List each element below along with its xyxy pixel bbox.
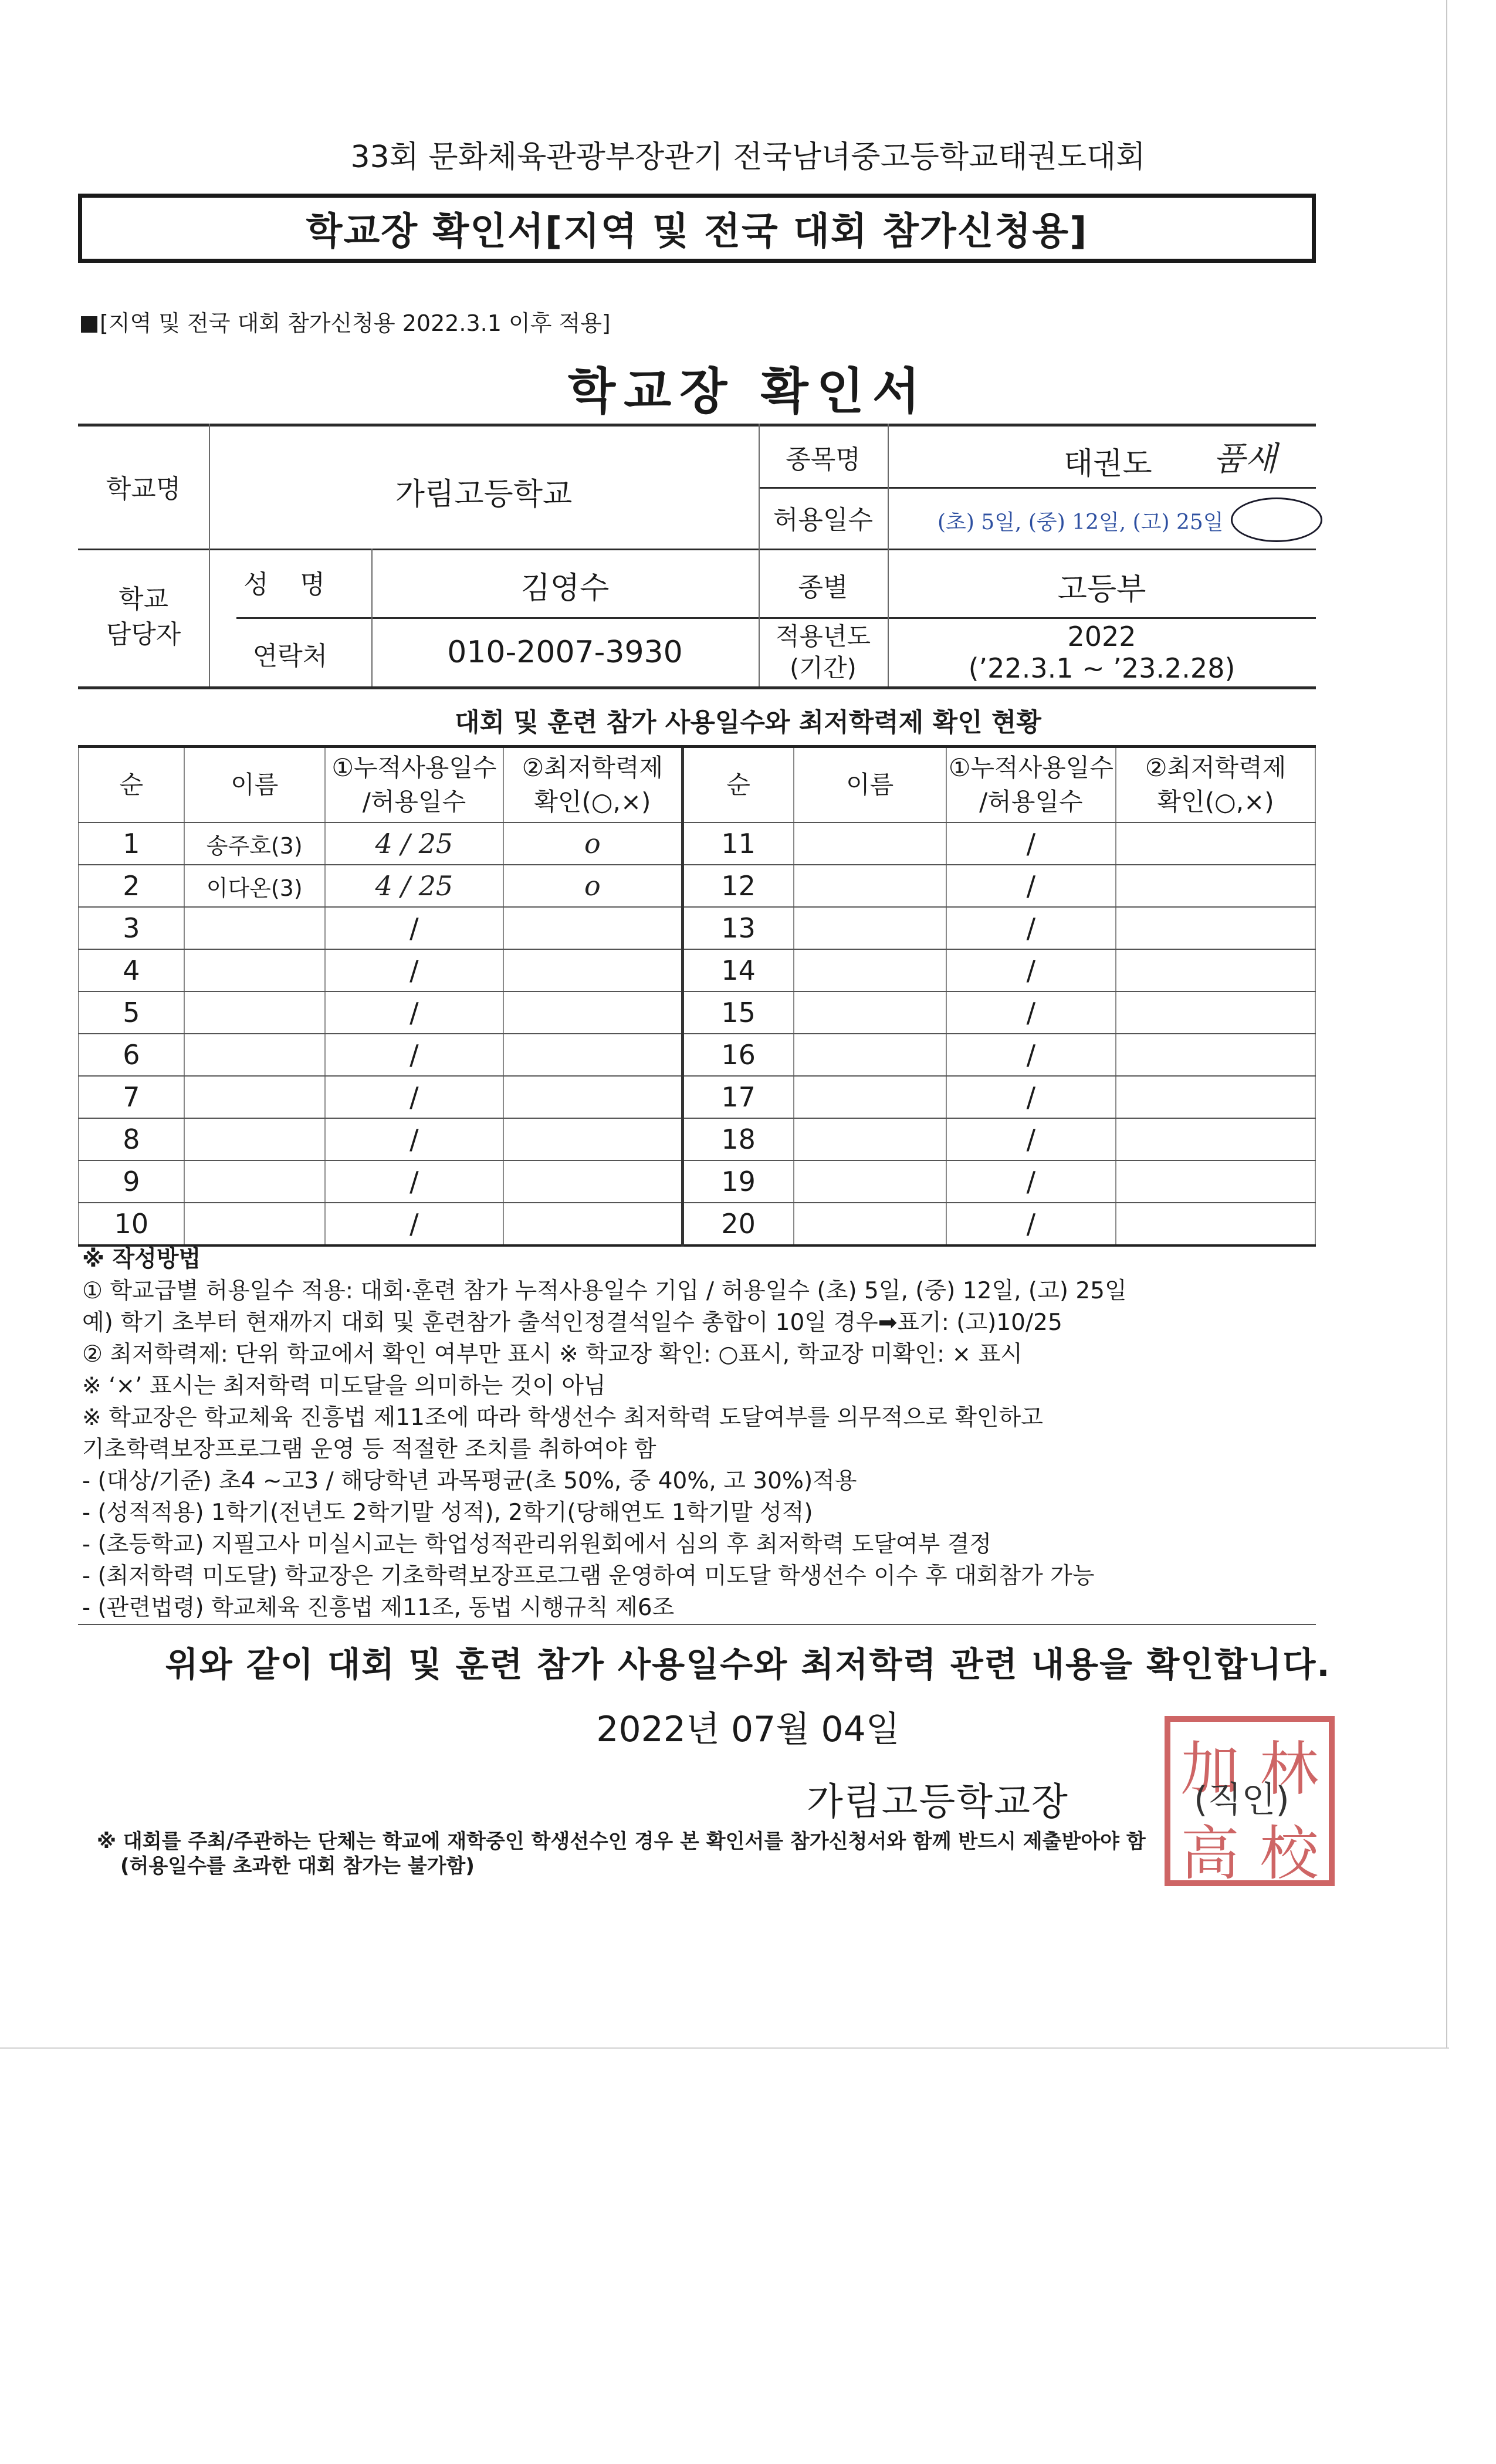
square-bullet-icon	[81, 316, 97, 333]
row-usage-right: /	[946, 1076, 1116, 1118]
row-check	[503, 1118, 682, 1160]
instruction-line: ① 학교급별 허용일수 적용: 대회·훈련 참가 누적사용일수 기입 / 허용일수 (초) 5일, (중) 12일, (고) 25일	[82, 1278, 1127, 1304]
row-check-right	[1116, 1034, 1315, 1076]
header-min-line1: ②최저학력제	[522, 753, 664, 782]
row-check	[503, 949, 682, 991]
instructions	[82, 1244, 1314, 1624]
row-name-right	[794, 991, 946, 1034]
year-label-line2: (기간)	[790, 654, 857, 682]
footer-note-line1: ※ 대회를 주최/주관하는 단체는 학교에 재학중인 학생선수인 경우 본 확인서를 참가신청서와 함께 반드시 제출받아야 함	[97, 1830, 1146, 1853]
row-no: 10	[79, 1203, 184, 1245]
row-usage-right: /	[946, 991, 1116, 1034]
row-name-right	[794, 1034, 946, 1076]
instruction-line: - (성적적용) 1학기(전년도 2학기말 성적), 2학기(당해연도 1학기말 성적)	[82, 1500, 813, 1526]
row-name-right	[794, 865, 946, 907]
row-no-right: 19	[682, 1160, 794, 1203]
row-name-right	[794, 1118, 946, 1160]
table-row	[79, 1076, 1315, 1118]
scan-edge-line	[1446, 0, 1447, 2047]
header-min-academic-right	[1116, 747, 1315, 823]
instruction-line: - (관련법령) 학교체육 진흥법 제11조, 동법 시행규칙 제6조	[82, 1595, 675, 1621]
row-usage: /	[325, 1160, 504, 1203]
row-no: 5	[79, 991, 184, 1034]
row-check-right	[1116, 1118, 1315, 1160]
row-usage-right: /	[946, 1203, 1116, 1245]
document-title: 학교장 확인서	[567, 363, 929, 420]
row-usage-right: /	[946, 823, 1116, 865]
header-usage-right-line2: /허용일수	[979, 787, 1083, 816]
footer-note-line2: (허용일수를 초과한 대회 참가는 불가함)	[120, 1854, 475, 1878]
header-min-line2: 확인(○,×)	[534, 787, 651, 816]
table-row	[79, 1118, 1315, 1160]
row-usage: 4 / 25	[325, 823, 504, 865]
row-check-right	[1116, 991, 1315, 1034]
instructions-divider	[78, 1624, 1316, 1625]
row-usage: /	[325, 991, 504, 1034]
seal-char: 林	[1260, 1735, 1319, 1803]
row-no-right: 14	[682, 949, 794, 991]
banner-title-text: 학교장 확인서[지역 및 전국 대회 참가신청용]	[306, 210, 1088, 253]
row-check-right	[1116, 1203, 1315, 1245]
contact-person-label-line1: 학교	[118, 584, 168, 614]
row-usage: /	[325, 1203, 504, 1245]
row-usage-right: /	[946, 1034, 1116, 1076]
usage-table-header-row	[79, 747, 1315, 823]
header-usage	[325, 747, 504, 823]
year-label	[759, 621, 888, 684]
instructions-heading: ※ 작성방법	[82, 1246, 201, 1272]
header-usage-line1: ①누적사용일수	[331, 753, 497, 782]
year-label-line1: 적용년도	[775, 622, 871, 651]
table-row	[79, 949, 1315, 991]
footer-note	[97, 1829, 1329, 1879]
row-no-right: 13	[682, 907, 794, 949]
row-name: 송주호(3)	[184, 823, 325, 865]
seal-char: 校	[1260, 1819, 1319, 1888]
grid-divider-contact	[236, 617, 1316, 619]
school-info-grid	[78, 424, 1316, 688]
instruction-line: ※ ‘×’ 표시는 최저학력 미도달을 의미하는 것이 아님	[82, 1373, 606, 1399]
row-no-right: 17	[682, 1076, 794, 1118]
school-label: 학교명	[106, 474, 181, 504]
row-name: 이다온(3)	[184, 865, 325, 907]
row-name-right	[794, 1203, 946, 1245]
row-usage-right: /	[946, 907, 1116, 949]
row-check	[503, 991, 682, 1034]
row-usage-right: /	[946, 1160, 1116, 1203]
contact-person-label	[78, 582, 209, 652]
header-min-right-line1: ②최저학력제	[1145, 753, 1287, 782]
row-check-right	[1116, 823, 1315, 865]
grid-bottom-border	[78, 686, 1316, 689]
principal-name: 가림고등학교장	[807, 1781, 1069, 1824]
header-usage-line2: /허용일수	[362, 787, 466, 816]
row-name-right	[794, 1160, 946, 1203]
usage-table-body	[79, 823, 1315, 1245]
year-value	[888, 621, 1316, 684]
seal-label: (직인)	[1194, 1779, 1289, 1820]
row-check-right	[1116, 1076, 1315, 1118]
contact-person-label-line2: 담당자	[106, 620, 181, 649]
instruction-line: - (대상/기준) 초4 ~고3 / 해당학년 과목평균(초 50%, 중 40%, 고 30%)적용	[82, 1468, 857, 1494]
row-no-right: 12	[682, 865, 794, 907]
year-value-line1: 2022	[1067, 621, 1136, 652]
seal-char: 加	[1180, 1735, 1240, 1803]
table-row	[79, 991, 1315, 1034]
instruction-line: ② 최저학력제: 단위 학교에서 확인 여부만 표시 ※ 학교장 확인: ○표시, 학교장 미확인: × 표시	[82, 1341, 1023, 1368]
sport-label: 종목명	[786, 445, 861, 475]
row-check-right	[1116, 949, 1315, 991]
row-name-right	[794, 823, 946, 865]
header-usage-right-line1: ①누적사용일수	[948, 753, 1113, 782]
row-name-right	[794, 949, 946, 991]
grid-divider-school	[78, 549, 1316, 550]
header-name-right: 이름	[794, 747, 946, 823]
header-no: 순	[79, 747, 184, 823]
table-row	[79, 865, 1315, 907]
row-usage: /	[325, 949, 504, 991]
row-no-right: 15	[682, 991, 794, 1034]
row-usage-right: /	[946, 865, 1116, 907]
row-no-right: 18	[682, 1118, 794, 1160]
row-usage-right: /	[946, 1118, 1116, 1160]
row-check	[503, 1076, 682, 1118]
allowed-days-label: 허용일수	[773, 505, 873, 535]
row-no: 9	[79, 1160, 184, 1203]
row-name	[184, 1034, 325, 1076]
banner-title	[78, 194, 1316, 263]
row-no: 2	[79, 865, 184, 907]
row-check: o	[503, 865, 682, 907]
row-no-right: 20	[682, 1203, 794, 1245]
row-name	[184, 1203, 325, 1245]
row-usage: /	[325, 907, 504, 949]
row-no: 6	[79, 1034, 184, 1076]
competition-title: 33회 문화체육관광부장관기 전국남녀중고등학교태권도대회	[350, 140, 1146, 175]
name-label: 성 명	[243, 570, 337, 600]
usage-table	[78, 745, 1316, 1247]
row-usage: 4 / 25	[325, 865, 504, 907]
row-name-right	[794, 1076, 946, 1118]
apply-note-text: [지역 및 전국 대회 참가신청용 2022.3.1 이후 적용]	[100, 310, 611, 336]
table-row	[79, 1160, 1315, 1203]
apply-note	[81, 305, 611, 337]
row-name	[184, 991, 325, 1034]
category-label: 종별	[798, 573, 848, 603]
allowed-days-value: (초) 5일, (중) 12일, (고) 25일	[937, 510, 1224, 534]
confirmation-statement: 위와 같이 대회 및 훈련 참가 사용일수와 최저학력 관련 내용을 확인합니다.	[165, 1644, 1331, 1684]
school-name: 가림고등학교	[395, 477, 573, 512]
instruction-line: 기초학력보장프로그램 운영 등 적절한 조치를 취하여야 함	[82, 1436, 656, 1463]
sport-handwritten: 품새	[1213, 440, 1277, 478]
row-check-right	[1116, 1160, 1315, 1203]
header-min-right-line2: 확인(○,×)	[1157, 787, 1274, 816]
row-check	[503, 1203, 682, 1245]
row-no: 3	[79, 907, 184, 949]
row-no-right: 11	[682, 823, 794, 865]
row-name	[184, 949, 325, 991]
row-name	[184, 1076, 325, 1118]
row-check	[503, 1034, 682, 1076]
category-value: 고등부	[1057, 572, 1146, 607]
instruction-line: - (초등학교) 지필고사 미실시교는 학업성적관리위원회에서 심의 후 최저학력 도달여부 결정	[82, 1531, 992, 1558]
instruction-line: - (최저학력 미도달) 학교장은 기초학력보장프로그램 운영하여 미도달 학생선수 이수 후 대회참가 가능	[82, 1563, 1095, 1589]
row-check	[503, 907, 682, 949]
row-no: 8	[79, 1118, 184, 1160]
row-usage-right: /	[946, 949, 1116, 991]
row-no: 1	[79, 823, 184, 865]
phone-label: 연락처	[252, 641, 328, 671]
row-check	[503, 1160, 682, 1203]
row-usage: /	[325, 1118, 504, 1160]
phone-value: 010-2007-3930	[447, 635, 683, 670]
row-usage: /	[325, 1076, 504, 1118]
table-row	[79, 907, 1315, 949]
row-check-right	[1116, 907, 1315, 949]
header-name: 이름	[184, 747, 325, 823]
instruction-line: 예) 학기 초부터 현재까지 대회 및 훈련참가 출석인정결석일수 총합이 10일 경우➡표기: (고)10/25	[82, 1309, 1062, 1336]
header-no-right: 순	[682, 747, 794, 823]
seal-char: 高	[1180, 1819, 1240, 1888]
header-usage-right	[946, 747, 1116, 823]
row-no: 7	[79, 1076, 184, 1118]
row-check: o	[503, 823, 682, 865]
name-value: 김영수	[520, 571, 610, 606]
row-name-right	[794, 907, 946, 949]
row-usage: /	[325, 1034, 504, 1076]
circled-high-school-mark	[1231, 497, 1322, 542]
grid-top-border	[78, 424, 1316, 427]
table-row	[79, 1203, 1315, 1245]
row-name	[184, 907, 325, 949]
scan-bottom-line	[0, 2047, 1449, 2049]
row-check-right	[1116, 865, 1315, 907]
instruction-line: ※ 학교장은 학교체육 진흥법 제11조에 따라 학생선수 최저학력 도달여부를 의무적으로 확인하고	[82, 1404, 1043, 1431]
grid-divider-sport	[759, 487, 1316, 489]
row-no: 4	[79, 949, 184, 991]
row-name	[184, 1160, 325, 1203]
sport-value: 태권도	[1064, 446, 1152, 482]
table-row	[79, 1034, 1315, 1076]
status-heading: 대회 및 훈련 참가 사용일수와 최저학력제 확인 현황	[455, 708, 1041, 737]
table-row	[79, 823, 1315, 865]
row-name	[184, 1118, 325, 1160]
confirmation-date: 2022년 07월 04일	[596, 1709, 900, 1750]
header-min-academic	[503, 747, 682, 823]
year-value-line2: (’22.3.1 ~ ’23.2.28)	[968, 652, 1236, 684]
row-no-right: 16	[682, 1034, 794, 1076]
